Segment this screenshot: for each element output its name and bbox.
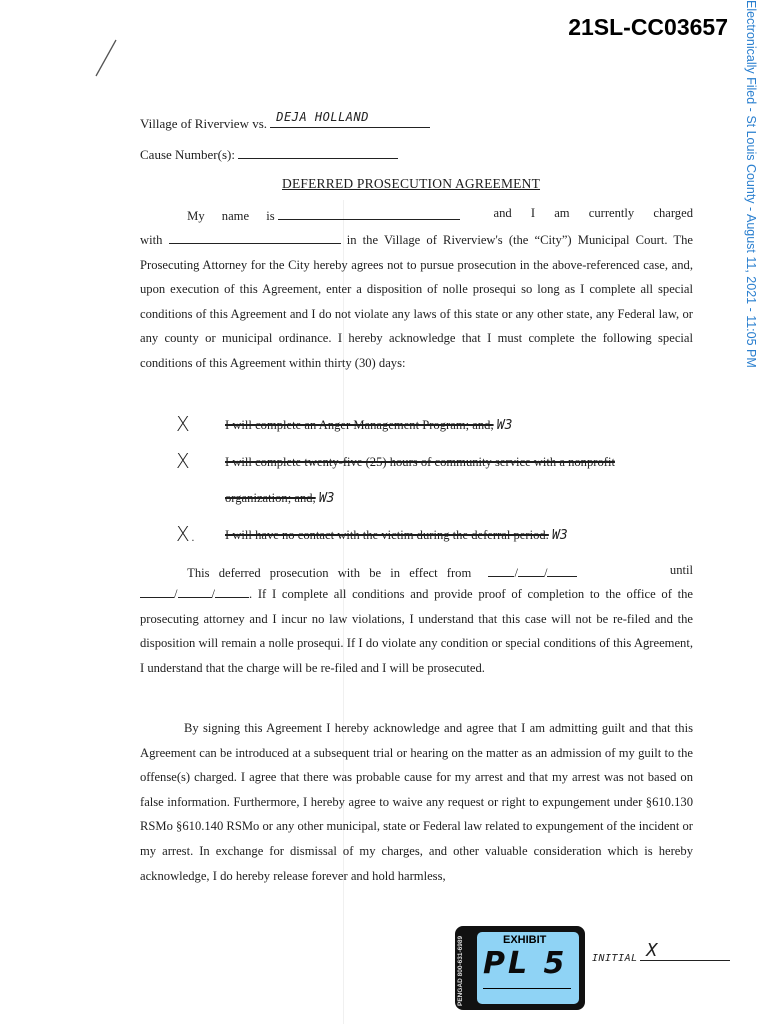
exhibit-sticker xyxy=(455,926,585,1010)
name-suffix: and I am currently charged xyxy=(493,206,693,220)
defendant-field xyxy=(270,110,430,128)
exhibit-number: PL 5 xyxy=(483,946,568,981)
with-label: with xyxy=(140,233,163,247)
acknowledgment-text: By signing this Agreement I hereby acknowledge and agree that I am admitting guilt and that this Agreement can be introduced at a subsequent trial or hearing on the matter as an admission of my guilt to the offense(s) charged. I agree that there was probable cause for my arrest and that my arrest was not based on false information. Furthermore, I hereby agree to waive any request or right to expungement under §610.130 RSMo §610.140 RSMo or any other municipal, state or Federal law related to expungement of the incident or my arrest. In exchange for dismissal of my charges, and other valuable consideration which is hereby acknowledge, I do hereby release forever and hold harmless, xyxy=(140,721,693,883)
case-number: 21SL-CC03657 xyxy=(568,14,728,40)
initial-blank xyxy=(640,940,730,961)
caption-line xyxy=(140,110,430,132)
start-date-field: / / xyxy=(488,566,577,580)
defendant-name: DEJA HOLLAND xyxy=(276,110,369,124)
effect-date-line xyxy=(140,563,693,581)
exhibit-sticker-vendor: PENGAD 800-631-6989 xyxy=(457,935,464,1006)
condition-1-mark: X xyxy=(176,412,190,436)
exhibit-label-area xyxy=(477,932,579,1004)
effect-line-text: This deferred prosecution with be in effect from xyxy=(187,566,472,580)
electronic-filing-stamp: Electronically Filed - St Louis County - August 11, 2021 - 11:05 PM xyxy=(744,0,758,368)
cause-number-field xyxy=(238,145,398,159)
exhibit-label: EXHIBIT xyxy=(503,934,547,946)
condition-1-initials: W3 xyxy=(496,418,513,433)
name-field xyxy=(278,206,460,220)
acknowledgment-paragraph xyxy=(140,716,693,888)
intro-name-line xyxy=(140,206,693,224)
initial-mark: X xyxy=(646,940,658,961)
condition-1 xyxy=(225,418,512,433)
charge-field xyxy=(169,230,341,244)
intro-paragraph xyxy=(140,228,693,376)
intro-body: in the Village of Riverview's (the “City”) Municipal Court. The Prosecuting Attorney for the City hereby agrees not to pursue prosecution in the above-referenced case, and, upon execution of this Agreement, enter a disposition of nolle prosequi so long as I complete all special conditions of this Agreement and I do not violate any laws of this state or any other state, any Federal law, or any county or municipal ordinance. I hereby acknowledge that I must complete the following special conditions of this Agreement within thirty (30) days: xyxy=(140,233,693,370)
until-label: until xyxy=(669,563,693,577)
condition-3-initials: W3 xyxy=(552,528,568,543)
exhibit-underline xyxy=(483,988,571,989)
condition-2 xyxy=(225,455,615,470)
condition-3 xyxy=(225,528,568,543)
condition-2-mark: X xyxy=(176,449,190,473)
condition-2-text: I will complete twenty-five (25) hours of community service with a nonprofit xyxy=(225,455,615,469)
cause-number-label: Cause Number(s): xyxy=(140,147,235,162)
condition-2-text-continued: organization; and, xyxy=(225,491,316,505)
cause-number-line xyxy=(140,145,398,163)
agreement-title: DEFERRED PROSECUTION AGREEMENT xyxy=(282,176,541,191)
initial-field xyxy=(592,940,730,964)
condition-1-text: I will complete an Anger Management Program; and, xyxy=(225,418,494,432)
effect-paragraph xyxy=(140,582,693,680)
end-date-field: / / xyxy=(140,587,249,601)
condition-3-text: I will have no contact with the victim during the deferral period. xyxy=(225,528,549,542)
condition-2-initials: W3 xyxy=(318,491,335,506)
initial-label: INITIAL xyxy=(592,953,638,964)
condition-3-mark: X. xyxy=(176,522,197,546)
condition-2-continued xyxy=(225,491,335,506)
pen-stroke-mark xyxy=(92,38,122,80)
caption-prefix: Village of Riverview vs. xyxy=(140,116,268,131)
effect-body: . If I complete all conditions and provide proof of completion to the office of the prosecuting attorney and I incur no law violations, I understand that this case will not be re-filed and the disposition will remain a nolle prosequi. If I do violate any condition or special conditions of this Agreement, I understand that the charge will be re-filed and I will be prosecuted. xyxy=(140,587,693,675)
name-prefix: My name is xyxy=(187,209,275,223)
